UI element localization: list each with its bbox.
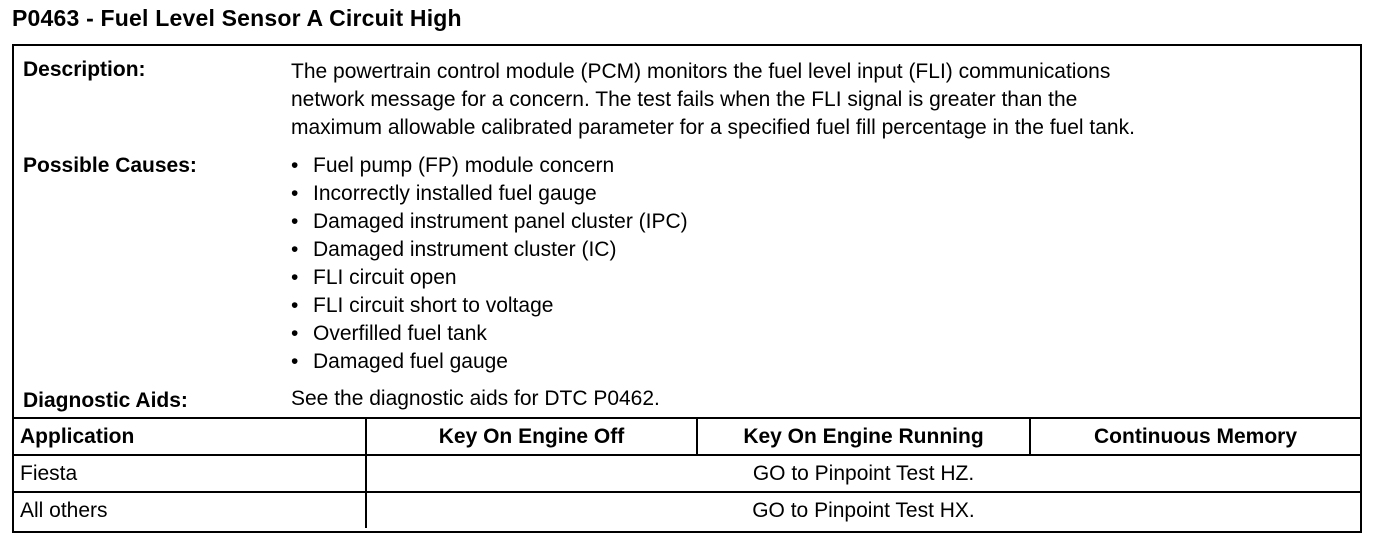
action-cell: GO to Pinpoint Test HX. xyxy=(366,492,1360,528)
cause-item: • FLI circuit open xyxy=(291,264,688,292)
column-header-application: Application xyxy=(14,418,366,455)
bullet-icon: • xyxy=(291,294,299,317)
column-header-koer: Key On Engine Running xyxy=(697,418,1030,455)
diagnostic-aids-label: Diagnostic Aids: xyxy=(23,389,188,412)
possible-causes-list xyxy=(291,152,688,376)
page-title: P0463 - Fuel Level Sensor A Circuit High xyxy=(12,5,462,31)
cause-item: • Damaged instrument panel cluster (IPC) xyxy=(291,208,688,236)
cause-item: • Overfilled fuel tank xyxy=(291,320,688,348)
bullet-icon: • xyxy=(291,154,299,177)
description-line: The powertrain control module (PCM) monitors the fuel level input (FLI) communications xyxy=(291,60,1111,83)
diagnostic-aids-text: See the diagnostic aids for DTC P0462. xyxy=(291,387,660,410)
cause-item: • FLI circuit short to voltage xyxy=(291,292,688,320)
action-cell: GO to Pinpoint Test HZ. xyxy=(366,455,1360,492)
bullet-icon: • xyxy=(291,182,299,205)
table-row xyxy=(14,455,1360,492)
dtc-info-box xyxy=(12,44,1362,533)
column-header-koeo: Key On Engine Off xyxy=(366,418,697,455)
description-text xyxy=(291,58,1135,142)
table-row xyxy=(14,492,1360,528)
description-line: network message for a concern. The test fails when the FLI signal is greater than the xyxy=(291,88,1078,111)
bullet-icon: • xyxy=(291,238,299,261)
bullet-icon: • xyxy=(291,266,299,289)
cause-item: • Damaged fuel gauge xyxy=(291,348,688,376)
table-header-row xyxy=(14,418,1360,455)
bullet-icon: • xyxy=(291,322,299,345)
cause-item: • Damaged instrument cluster (IC) xyxy=(291,236,688,264)
column-header-continuous-memory: Continuous Memory xyxy=(1030,418,1360,455)
application-cell: Fiesta xyxy=(14,455,366,492)
application-table xyxy=(14,417,1360,528)
cause-item: • Fuel pump (FP) module concern xyxy=(291,152,688,180)
cause-item: • Incorrectly installed fuel gauge xyxy=(291,180,688,208)
bullet-icon: • xyxy=(291,210,299,233)
description-line: maximum allowable calibrated parameter for a specified fuel fill percentage in the fuel tank. xyxy=(291,116,1135,139)
application-cell: All others xyxy=(14,492,366,528)
bullet-icon: • xyxy=(291,350,299,373)
description-label: Description: xyxy=(23,58,146,81)
possible-causes-label: Possible Causes: xyxy=(23,154,197,177)
